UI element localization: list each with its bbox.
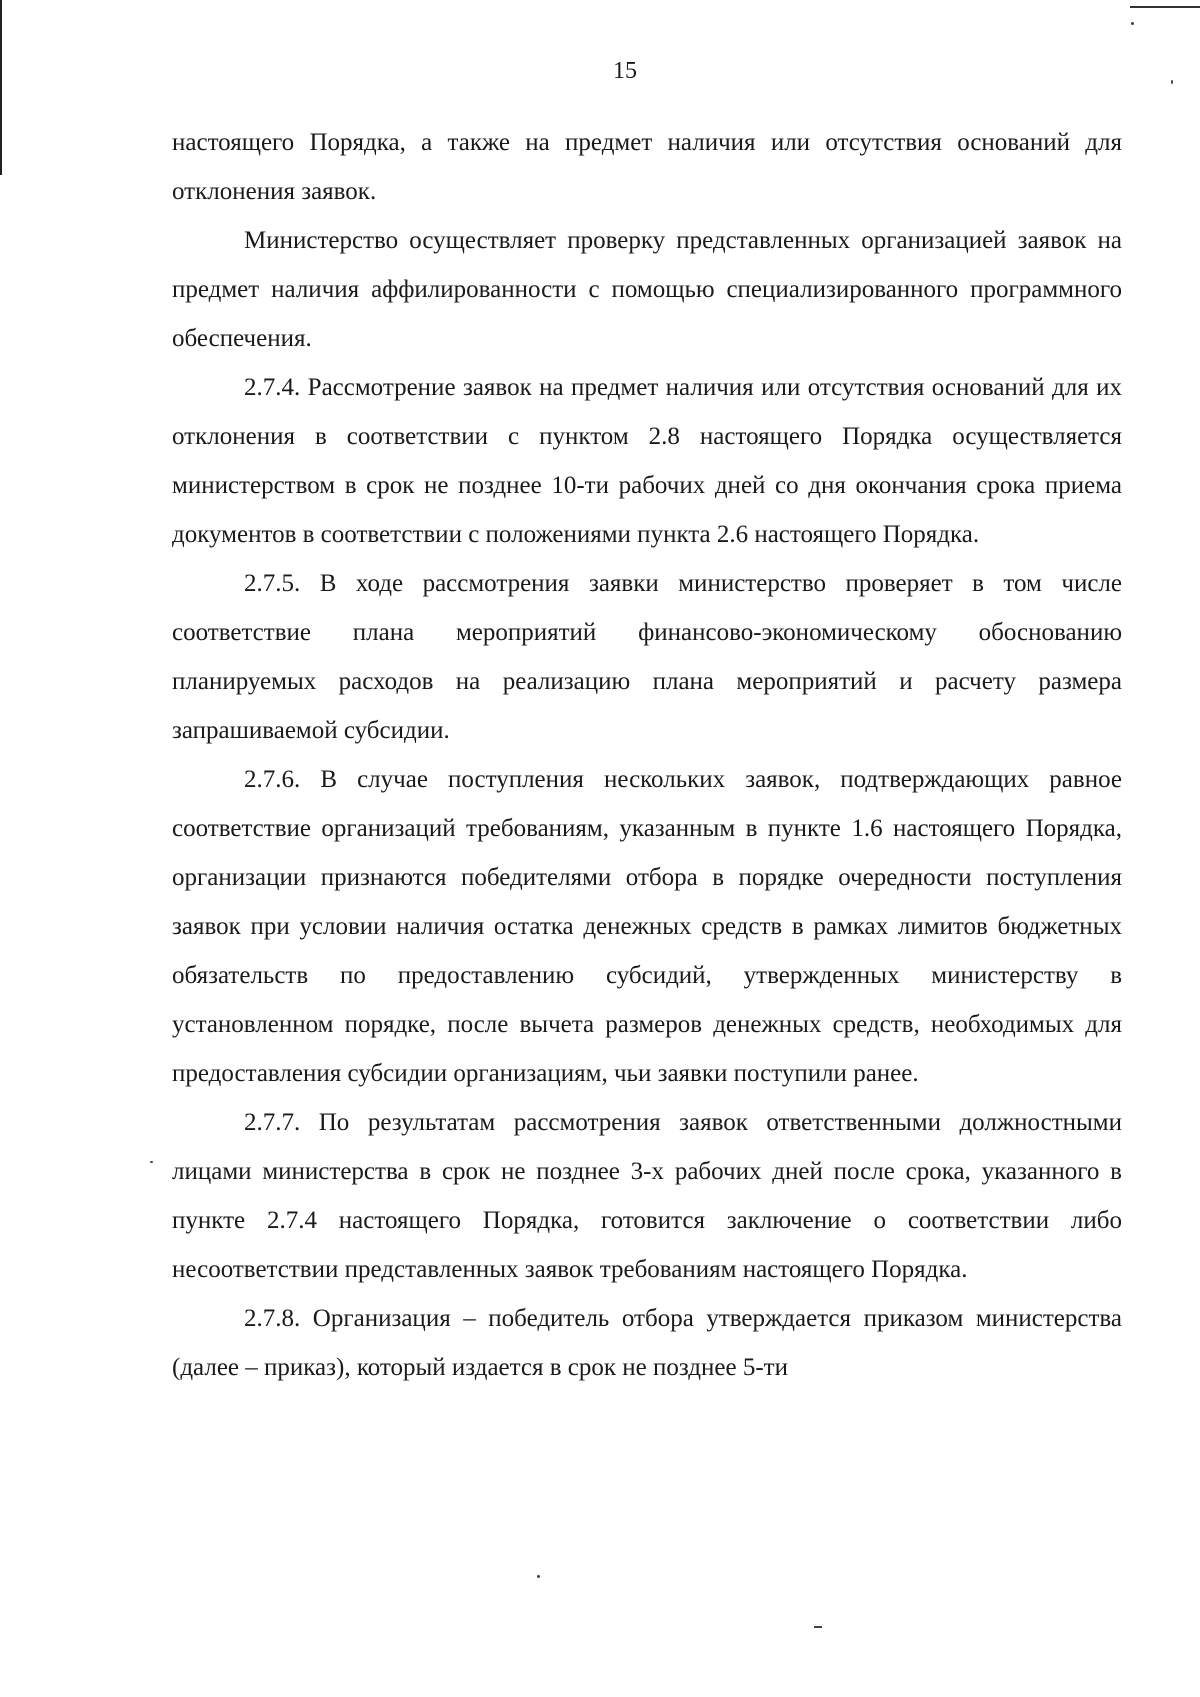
page-number: 15 — [613, 58, 637, 84]
paragraph-2-7-5: 2.7.5. В ходе рассмотрения заявки министерство проверяет в том числе соответствие плана мероприятий финансово-экономическому обоснованию планируемых расходов на реализацию плана мероприятий и расчету размера запрашиваемой субсидии. — [172, 570, 1122, 744]
paragraph-2-7-7: 2.7.7. По результатам рассмотрения заявок ответственными должностными лицами министерства в срок не позднее 3-х рабочих дней после срока, указанного в пункте 2.7.4 настоящего Порядка, готовится заключение о соответствии либо несоответствии представленных заявок требованиям настоящего Порядка. — [172, 1109, 1122, 1283]
scan-speck — [1131, 22, 1134, 25]
scan-speck — [150, 1161, 153, 1163]
scan-speck — [1171, 80, 1173, 84]
paragraph-2-7-8: 2.7.8. Организация – победитель отбора утверждается приказом министерства (далее – приказ), который издается в срок не позднее 5-ти — [172, 1305, 1122, 1381]
scan-edge-top — [1130, 6, 1200, 8]
document-body — [172, 118, 1122, 1392]
scan-edge-left — [0, 0, 2, 175]
scan-speck — [814, 1626, 822, 1628]
paragraph-affiliation-check: Министерство осуществляет проверку представленных организацией заявок на предмет наличия аффилированности с помощью специализированного программного обеспечения. — [172, 227, 1122, 352]
scan-speck — [537, 1575, 540, 1578]
paragraph-2-7-4: 2.7.4. Рассмотрение заявок на предмет наличия или отсутствия оснований для их отклонения в соответствии с пунктом 2.8 настоящего Порядка осуществляется министерством в срок не позднее 10-ти рабочих дней со дня окончания срока приема документов в соответствии с положениями пункта 2.6 настоящего Порядка. — [172, 374, 1122, 548]
paragraph-2-7-6: 2.7.6. В случае поступления нескольких заявок, подтверждающих равное соответствие организаций требованиям, указанным в пункте 1.6 настоящего Порядка, организации признаются победителями отбора в порядке очередности поступления заявок при условии наличия остатка денежных средств в рамках лимитов бюджетных обязательств по предоставлению субсидий, утвержденных министерству в установленном порядке, после вычета размеров денежных средств, необходимых для предоставления субсидии организациям, чьи заявки поступили ранее. — [172, 766, 1122, 1087]
paragraph-continuation: настоящего Порядка, а также на предмет наличия или отсутствия оснований для отклонения заявок. — [172, 129, 1122, 205]
